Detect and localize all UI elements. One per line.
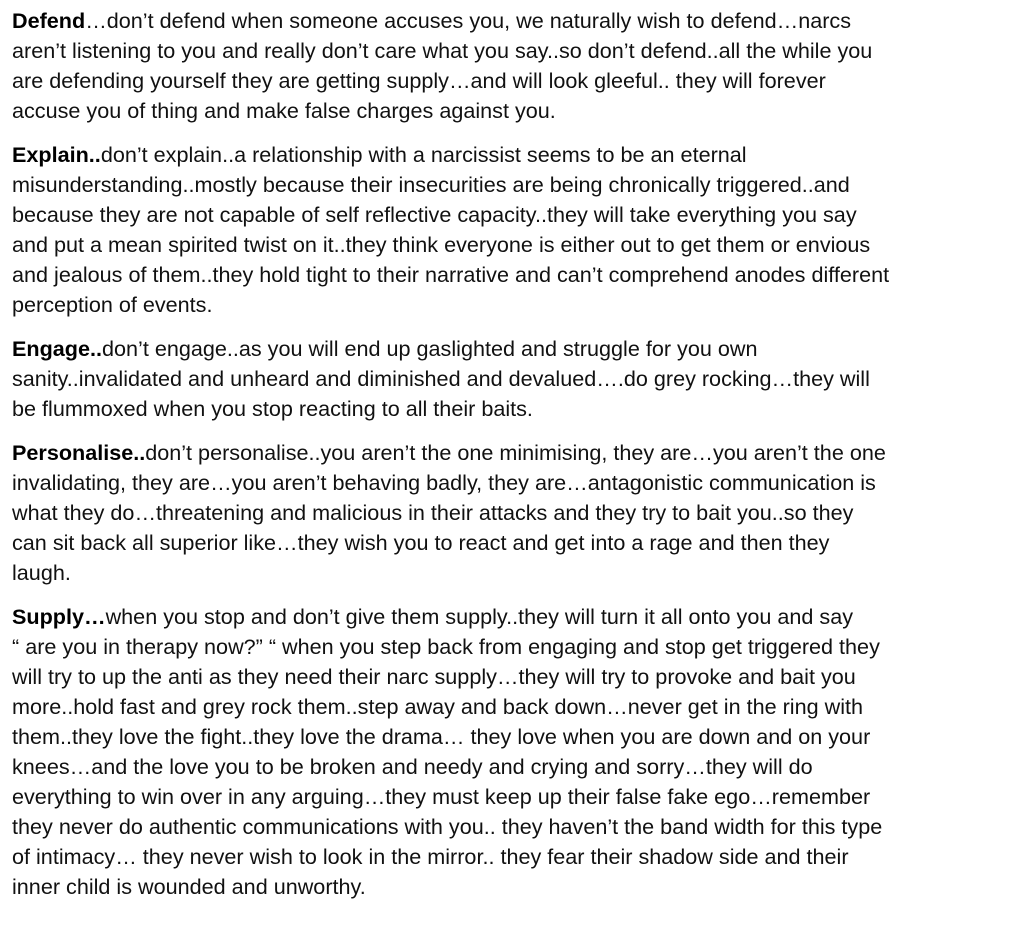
line-text: don’t explain..a relationship with a narcissist seems to be an eternal <box>100 142 747 167</box>
text-line <box>12 334 1020 364</box>
paragraph-personalise <box>12 438 1020 588</box>
text-line: will try to up the anti as they need their narc supply…they will try to provoke and bait you <box>12 664 856 689</box>
paragraph-supply <box>12 602 1020 902</box>
line-text: when you stop and don’t give them supply..they will turn it all onto you and say <box>105 604 853 629</box>
paragraph-engage <box>12 334 1020 424</box>
term-heading: Defend <box>12 8 86 33</box>
text-line: them..they love the fight..they love the drama… they love when you are down and on your <box>12 724 871 749</box>
text-line: because they are not capable of self reflective capacity..they will take everything you say <box>12 202 857 227</box>
paragraph-explain <box>12 140 1020 320</box>
line-text: don’t engage..as you will end up gaslighted and struggle for you own <box>102 336 758 361</box>
term-heading: Engage.. <box>12 336 102 361</box>
text-line <box>12 140 1020 170</box>
paragraph-defend <box>12 6 1020 126</box>
text-line: accuse you of thing and make false charges against you. <box>12 98 556 123</box>
text-line: inner child is wounded and unworthy. <box>12 874 366 899</box>
text-line: aren’t listening to you and really don’t care what you say..so don’t defend..all the while you <box>12 38 873 63</box>
text-line: perception of events. <box>12 292 213 317</box>
text-line: sanity..invalidated and unheard and diminished and devalued….do grey rocking…they will <box>12 366 870 391</box>
text-line: more..hold fast and grey rock them..step away and back down…never get in the ring with <box>12 694 864 719</box>
text-line: they never do authentic communications with you.. they haven’t the band width for this type <box>12 814 883 839</box>
document-body <box>12 6 1020 916</box>
text-line <box>12 438 1020 468</box>
text-line <box>12 6 1020 36</box>
text-line: of intimacy… they never wish to look in the mirror.. they fear their shadow side and their <box>12 844 849 869</box>
text-line: knees…and the love you to be broken and needy and crying and sorry…they will do <box>12 754 813 779</box>
text-line: be flummoxed when you stop reacting to all their baits. <box>12 396 533 421</box>
term-heading: Supply… <box>12 604 106 629</box>
text-line: can sit back all superior like…they wish you to react and get into a rage and then they <box>12 530 830 555</box>
text-line <box>12 602 1020 632</box>
text-line: “ are you in therapy now?” “ when you step back from engaging and stop get triggered they <box>12 634 880 659</box>
term-heading: Personalise.. <box>12 440 146 465</box>
text-line: misunderstanding..mostly because their insecurities are being chronically triggered..and <box>12 172 850 197</box>
text-line: what they do…threatening and malicious in their attacks and they try to bait you..so they <box>12 500 854 525</box>
line-text: …don’t defend when someone accuses you, we naturally wish to defend…narcs <box>85 8 852 33</box>
text-line: and put a mean spirited twist on it..they think everyone is either out to get them or envious <box>12 232 871 257</box>
term-heading: Explain.. <box>12 142 101 167</box>
text-line: invalidating, they are…you aren’t behaving badly, they are…antagonistic communication is <box>12 470 876 495</box>
text-line: everything to win over in any arguing…they must keep up their false fake ego…remember <box>12 784 871 809</box>
text-line: are defending yourself they are getting supply…and will look gleeful.. they will forever <box>12 68 826 93</box>
text-line: and jealous of them..they hold tight to their narrative and can’t comprehend anodes different <box>12 262 890 287</box>
line-text: don’t personalise..you aren’t the one minimising, they are…you aren’t the one <box>145 440 886 465</box>
text-line: laugh. <box>12 560 71 585</box>
